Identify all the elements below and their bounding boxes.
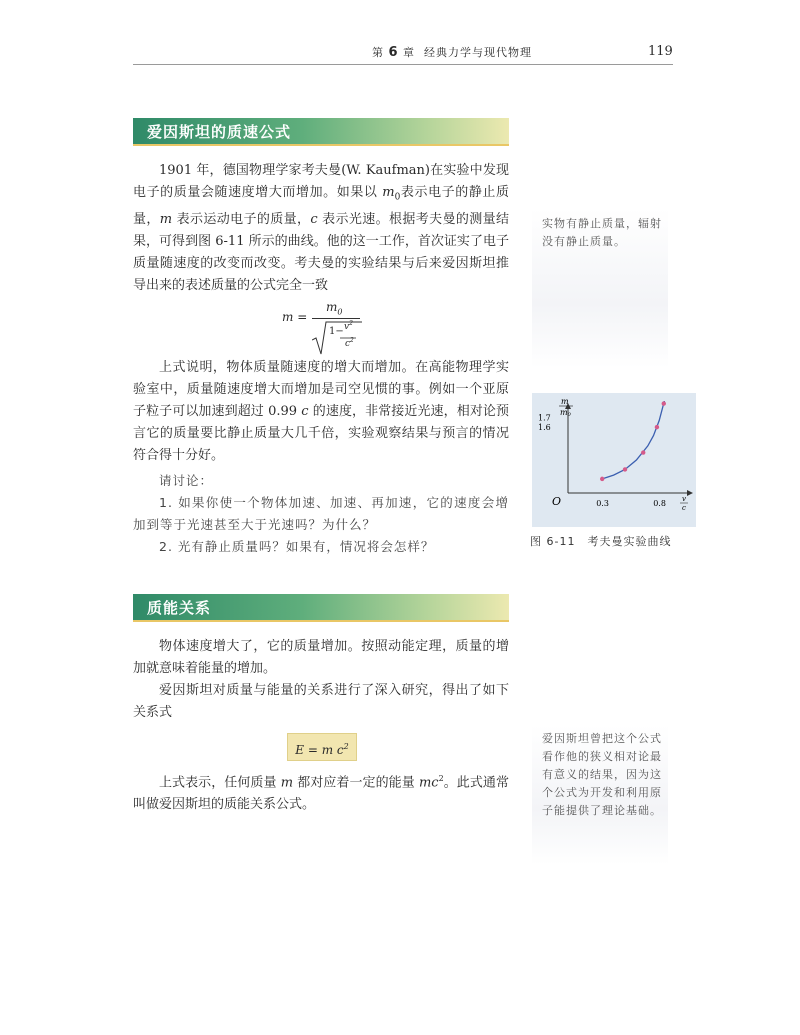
y-tick-label: 1.6	[538, 423, 551, 433]
y-tick-label: 1.7	[538, 413, 551, 423]
formula-one-minus: 1−	[329, 326, 344, 337]
superscript: 2	[349, 320, 353, 327]
header-rule	[133, 64, 673, 65]
symbol-m: m	[326, 300, 338, 314]
chart-marks	[538, 393, 667, 508]
chart-svg	[532, 393, 696, 527]
text-run: 都对应着一定的能量	[293, 775, 419, 791]
data-point	[662, 401, 666, 405]
symbol-c: c	[345, 339, 351, 349]
figure-caption: 图 6-11 考夫曼实验曲线	[530, 535, 672, 548]
discussion-question-2: 2. 光有静止质量吗？如果有，情况将会怎样？	[159, 539, 435, 554]
section-title: 爱因斯坦的质速公式	[147, 123, 292, 141]
section-title: 质能关系	[147, 599, 212, 617]
chapter-number: 6	[388, 45, 399, 60]
text-run: 物体速度增大了，它的质量增加。按照动能定理，质量的增加就意味着能量的增加。	[133, 639, 509, 676]
text-run: 的速度，非常接近光速，相对论预言它的质量要比静止质量大几千倍，实验观察结果与预言的情况符合得十分好。	[133, 404, 509, 463]
side-note-mass-energy: 爱因斯坦曾把这个公式看作他的狭义相对论最有意义的结果，因为这个公式为开发和利用原子能提供了理论基础。	[542, 732, 662, 817]
text-run: 。此式通常叫做爱因斯坦的质能关系公式。	[133, 775, 509, 813]
data-point	[623, 467, 627, 471]
data-point	[655, 425, 659, 429]
chapter-prefix: 第	[372, 46, 384, 59]
chapter-title: 经典力学与现代物理	[424, 46, 533, 59]
superscript: 2	[350, 337, 354, 344]
subscript: 0	[337, 307, 343, 317]
symbol-m: m	[159, 211, 173, 227]
discussion-question-1: 1. 如果你使一个物体加速、加速、再加速，它的速度会增加到等于光速甚至大于光速吗？为什么？	[133, 495, 509, 532]
mass-curve	[602, 393, 667, 479]
chapter-header	[372, 44, 532, 60]
section-heading-mass-energy	[133, 594, 509, 622]
data-point	[600, 477, 604, 481]
equals-sign: =	[304, 743, 322, 757]
kaufmann-chart	[532, 393, 696, 527]
y-label-numerator: m	[561, 397, 569, 406]
y-label-den-sub: 0	[567, 412, 571, 418]
symbol-v: v	[344, 322, 350, 332]
side-note-rest-mass: 实物有静止质量，辐射没有静止质量。	[542, 217, 662, 248]
formula-c2	[345, 337, 354, 349]
section1-paragraph-1	[133, 160, 509, 297]
origin-label: O	[552, 495, 562, 508]
text-run: 上式表示，任何质量	[159, 775, 281, 791]
symbol-c: c	[336, 743, 344, 757]
symbol-c: c	[301, 404, 309, 419]
text-run: 1901 年，德国物理学家考夫曼(W. Kaufman)在实验中发现电子的质量会随速度增大而增加。如果以	[133, 163, 509, 200]
x-tick-label: 0.8	[653, 499, 666, 508]
fraction-bar	[312, 318, 360, 319]
formula-lhs: m =	[282, 310, 308, 324]
text-run: 表示电子的静止质量，	[133, 185, 509, 227]
section1-paragraph-2	[133, 357, 509, 467]
y-label-den-m: m	[560, 408, 568, 417]
section2-paragraph-2	[133, 768, 509, 816]
text-run: 上式说明，物体质量随速度的增大而增加。在高能物理学实验室中，质量随速度增大而增加是司空见惯的事。例如一个亚原子粒子可以加速到超过 0.99	[133, 360, 509, 419]
page-number: 119	[648, 44, 673, 59]
discussion-block	[133, 470, 509, 558]
symbol-m: m	[382, 185, 395, 200]
x-label-numerator: v	[682, 495, 686, 503]
data-point	[641, 450, 645, 454]
y-label-denominator	[560, 408, 572, 418]
mass-velocity-formula	[282, 300, 362, 360]
symbol-mc: mc	[418, 775, 439, 791]
mass-energy-formula	[287, 733, 357, 761]
symbol-m: m	[321, 743, 334, 757]
text-run: 表示光速。根据考夫曼的测量结果，可得到图 6-11 所示的曲线。他的这一工作，首次证实了电子质量随速度的改变而改变。考夫曼的实验结果与后来爱因斯坦推导出来的表述质量的公式完全一致	[133, 211, 509, 293]
text-run: 表示运动电子的质量，	[172, 211, 311, 227]
section-heading-mass-velocity	[133, 118, 509, 146]
superscript: 2	[438, 774, 444, 783]
symbol-E: E	[295, 743, 305, 757]
x-axis-arrow	[687, 490, 693, 496]
subscript: 0	[394, 192, 401, 203]
symbol-m: m	[280, 775, 294, 791]
text-run: 爱因斯坦对质量与能量的关系进行了深入研究，得出了如下关系式	[133, 683, 509, 720]
discussion-label: 请讨论：	[159, 473, 214, 488]
x-label-denominator: c	[682, 504, 686, 512]
x-tick-label: 0.3	[596, 499, 609, 508]
chapter-suffix: 章	[403, 46, 416, 59]
symbol-c: c	[310, 211, 318, 227]
superscript: 2	[343, 742, 349, 751]
formula-numerator	[326, 300, 342, 316]
formula-v2	[344, 320, 353, 332]
section2-paragraph-1	[133, 636, 509, 724]
